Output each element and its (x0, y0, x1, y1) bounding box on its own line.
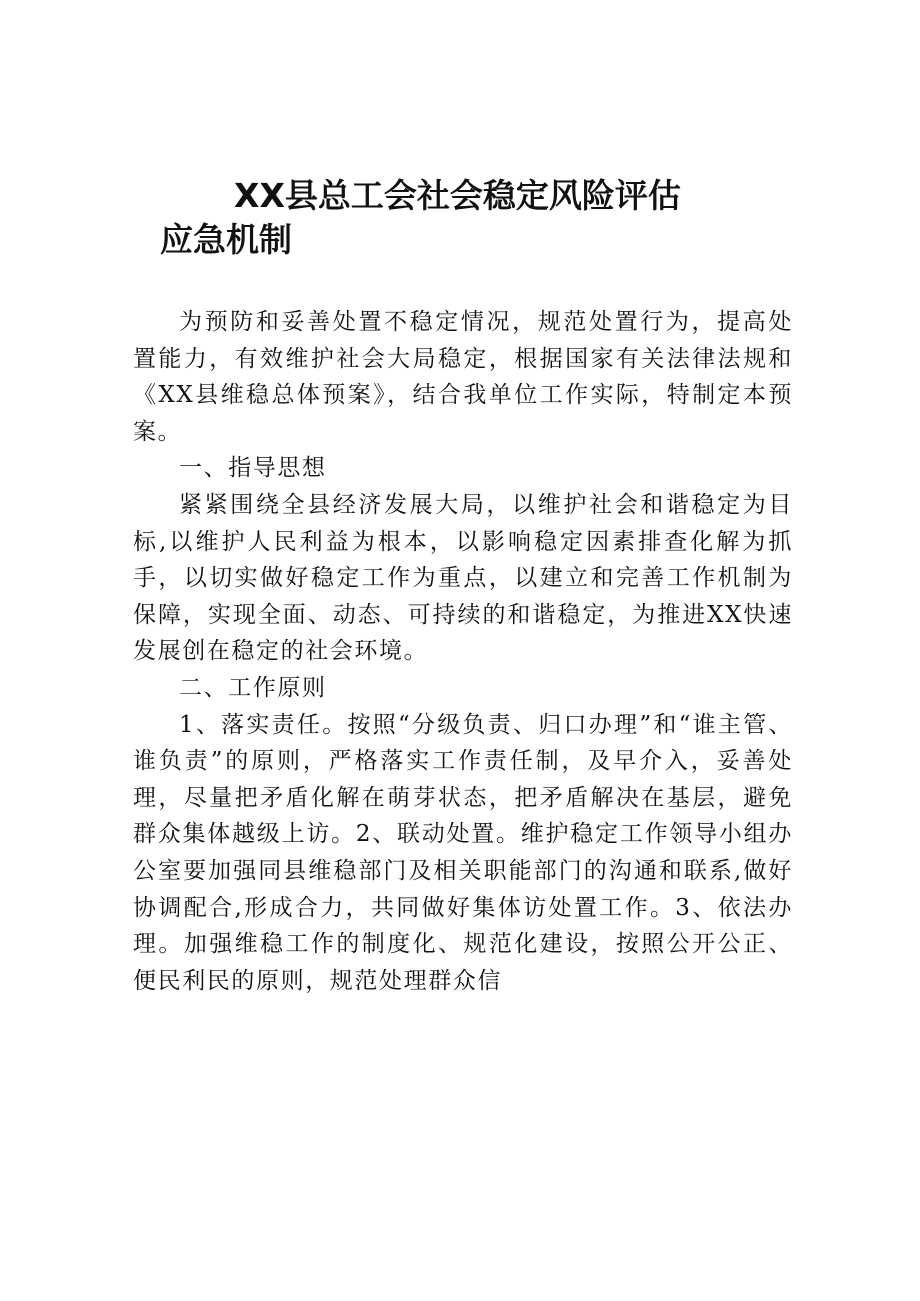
document-title-line-1: XX县总工会社会稳定风险评估 (234, 176, 681, 215)
paragraph-work-principles: 1、落实责任。按照“分级负责、归口办理”和“谁主管、谁负责”的原则，严格落实工作责任制，及早介入，妥善处理，尽量把矛盾化解在萌芽状态，把矛盾解决在基层，避免群众集体越级上访。2、联动处置。维护稳定工作领导小组办公室要加强同县维稳部门及相关职能部门的沟通和联系,做好协调配合,形成合力，共同做好集体访处置工作。3、依法办理。加强维稳工作的制度化、规范化建设，按照公开公正、便民利民的原则，规范处理群众信 (133, 711, 793, 994)
section-heading-work-principles: 二、工作原则 (179, 674, 327, 701)
paragraph-guiding-thought: 紧紧围绕全县经济发展大局，以维护社会和谐稳定为目标,以维护人民利益为根本，以影响稳定因素排查化解为抓手，以切实做好稳定工作为重点，以建立和完善工作机制为保障，实现全面、动态、可持续的和谐稳定，为推进XX快速发展创在稳定的社会环境。 (133, 491, 793, 665)
section-heading-guiding-thought: 一、指导思想 (179, 455, 327, 482)
document-title-line-2: 应急机制 (160, 220, 292, 259)
document-body (133, 304, 793, 999)
paragraph-intro: 为预防和妥善处置不稳定情况，规范处置行为，提高处置能力，有效维护社会大局稳定，根据国家有关法律法规和《XX县维稳总体预案》，结合我单位工作实际，特制定本预案。 (133, 309, 793, 445)
